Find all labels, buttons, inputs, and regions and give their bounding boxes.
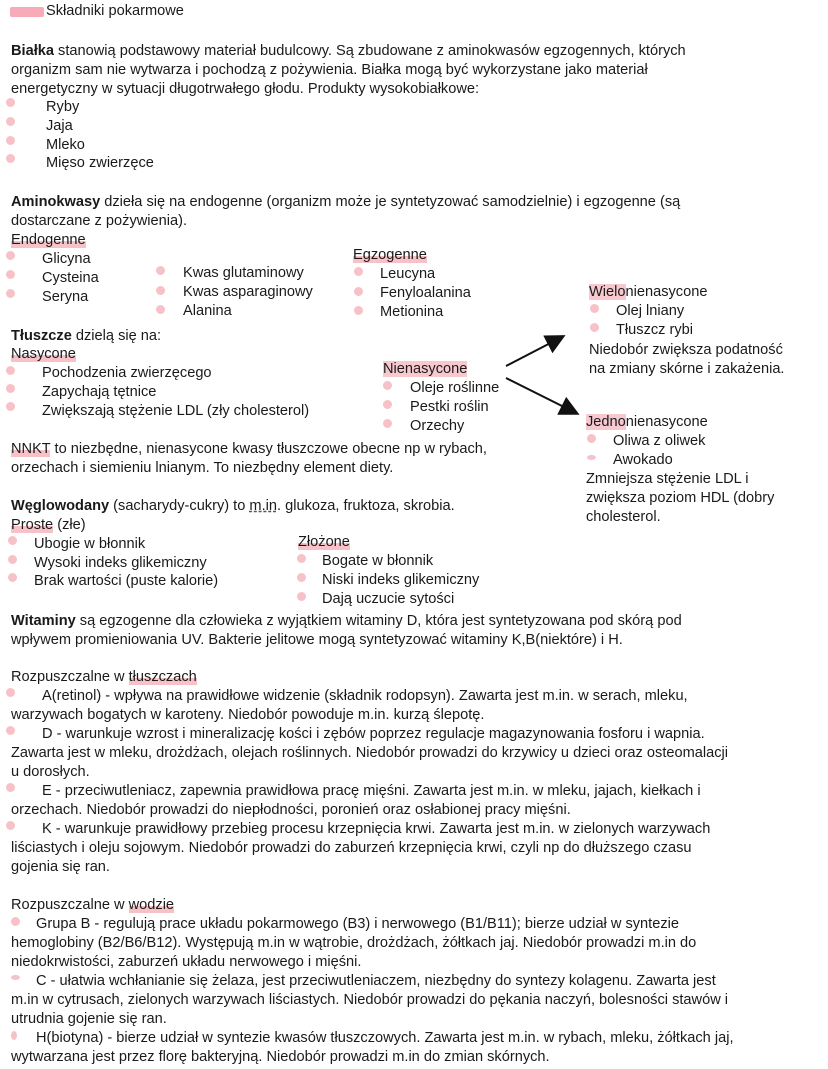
- list-item: Tłuszcz rybi: [616, 322, 694, 338]
- arrow-to-polyunsaturated-icon: [506, 337, 562, 366]
- proteins-line-2: organizm sam nie wytwarza i pochodzą z pożywienia. Białka mogą być wykorzystane jako materiał: [11, 62, 648, 78]
- list-item: Awokado: [613, 452, 673, 468]
- list-item: Pochodzenia zwierzęcego: [42, 365, 212, 381]
- bullet-icon: [6, 384, 15, 393]
- bullet-icon: [156, 266, 165, 275]
- amino-line-1: Aminokwasy dzieła się na endogenne (organizm może je syntetyzować samodzielnie) i egzogenne (są: [11, 194, 681, 210]
- list-item: Orzechy: [410, 418, 465, 434]
- vitamin-b-line-1: Grupa B - regulują prace układu pokarmowego (B3) i nerwowego (B1/B11); bierze udział w syntezie: [36, 916, 679, 932]
- mono-note-3: cholesterol.: [586, 509, 661, 525]
- mono-note-2: zwiększa poziom HDL (dobry: [586, 490, 775, 506]
- list-item: Oleje roślinne: [410, 380, 500, 396]
- bullet-icon: [383, 419, 392, 428]
- list-item: Ubogie w błonnik: [34, 536, 146, 552]
- bullet-icon: [590, 323, 599, 332]
- poly-note-1: Niedobór zwiększa podatność: [589, 342, 783, 358]
- proteins-line-1: Białka stanowią podstawowy materiał budulcowy. Są zbudowane z aminokwasów egzogennych, których: [11, 43, 686, 59]
- list-item: Niski indeks glikemiczny: [322, 572, 480, 588]
- vitamin-a-line-1: A(retinol) - wpływa na prawidłowe widzenie (składnik rodopsyn). Zawarta jest m.in. w serach, mleku,: [42, 688, 688, 704]
- vitamin-b-line-3: niedokrwistości, zaburzeń układu nerwowego i mięśni.: [11, 954, 362, 970]
- bullet-icon: [6, 251, 15, 260]
- list-item: Zapychają tętnice: [42, 384, 157, 400]
- list-item: Glicyna: [42, 251, 91, 267]
- title-marker: [10, 7, 44, 17]
- bullet-icon: [11, 917, 20, 926]
- exogenous-label: Egzogenne: [353, 247, 427, 263]
- nnkt-line-2: orzechach i siemieniu lnianym. To niezbędny element diety.: [11, 460, 394, 476]
- bullet-icon: [297, 554, 306, 563]
- bullet-icon: [6, 366, 15, 375]
- bullet-icon: [6, 726, 15, 735]
- fat-soluble-heading: Rozpuszczalne w tłuszczach: [11, 669, 197, 685]
- list-item: Mięso zwierzęce: [46, 155, 154, 171]
- bullet-icon: [6, 98, 15, 107]
- bullet-icon: [156, 286, 165, 295]
- unsaturated-label: Nienasycone: [383, 361, 468, 377]
- vitamin-d-line-2: Zawarta jest w mleku, drożdżach, olejach roślinnych. Niedobór prowadzi do krzywicy u dzieci oraz osteomalacji: [11, 745, 729, 761]
- vitamin-c-line-2: m.in w cytrusach, zielonych warzywach liściastych. Niedobór prowadzi do pękania naczyń, bolesności stawów i: [11, 992, 729, 1008]
- bullet-icon: [6, 136, 15, 145]
- nnkt-term: NNKT: [11, 441, 51, 457]
- bullet-icon: [8, 573, 17, 582]
- bullet-icon: [6, 270, 15, 279]
- bullet-icon: [383, 400, 392, 409]
- list-item: Dają uczucie sytości: [322, 591, 455, 607]
- carbs-line: Węglowodany (sacharydy-cukry) to m.in. glukoza, fruktoza, skrobia.: [11, 498, 455, 514]
- bullet-icon: [6, 117, 15, 126]
- monounsaturated-label: Jednonienasycone: [586, 414, 708, 430]
- vitamins-line-2: wpływem promieniowania UV. Bakterie jelitowe mogą syntetyzować witaminy K,B(niektóre) i H.: [11, 632, 623, 648]
- list-item: Kwas glutaminowy: [183, 265, 304, 281]
- list-item: Jaja: [46, 118, 73, 134]
- bullet-icon: [6, 783, 15, 792]
- bullet-icon: [297, 573, 306, 582]
- endogenous-label: Endogenne: [11, 232, 86, 248]
- vitamin-k-line-2: liściastych i oleju sojowym. Niedobór prowadzi do zaburzeń krzepnięcia krwi, czyli np do dłuższego czasu: [11, 840, 692, 856]
- bullet-icon: [297, 592, 306, 601]
- list-item: Seryna: [42, 289, 89, 305]
- bullet-icon: [6, 821, 15, 830]
- poly-note-2: na zmiany skórne i zakażenia.: [589, 361, 785, 377]
- amino-line-2: dostarczane z pożywienia).: [11, 213, 188, 229]
- bullet-icon: [6, 289, 15, 298]
- list-item: Pestki roślin: [410, 399, 489, 415]
- list-item: Ryby: [46, 99, 80, 115]
- vitamin-e-line-2: orzechach. Niedobór prowadzi do niepłodności, poronień oraz osłabionej pracy mięśni.: [11, 802, 571, 818]
- bullet-icon: [383, 381, 392, 390]
- vitamin-k-line-1: K - warunkuje prawidłowy przebieg procesu krzepnięcia krwi. Zawarta jest m.in. w zielonych warzywach: [42, 821, 711, 837]
- list-item: Bogate w błonnik: [322, 553, 434, 569]
- vitamin-b-line-2: hemoglobiny (B2/B6/B12). Występują m.in w wątrobie, drożdżach, żółtkach jaj. Niedobór prowadzi m.in do: [11, 935, 697, 951]
- vitamin-d-line-3: u dorosłych.: [11, 764, 90, 780]
- list-item: Fenyloalanina: [380, 285, 471, 301]
- vitamin-c-line-3: utrudnia gojenie się ran.: [11, 1011, 167, 1027]
- carbs-term: Węglowodany: [11, 498, 110, 514]
- bullet-icon: [590, 304, 599, 313]
- nnkt-line-1: NNKT to niezbędne, nienasycone kwasy tłuszczowe obecne np w rybach,: [11, 441, 487, 457]
- vitamin-c-line-1: C - ułatwia wchłanianie się żelaza, jest przeciwutleniaczem, niezbędny do syntezy kolagenu. Zawarta jest: [36, 973, 716, 989]
- fats-line: Tłuszcze dzielą się na:: [11, 328, 162, 344]
- bullet-icon: [6, 402, 15, 411]
- bullet-icon: [8, 536, 17, 545]
- bullet-icon: [6, 688, 15, 697]
- arrow-to-monounsaturated-icon: [506, 378, 576, 413]
- bullet-icon: [587, 434, 596, 443]
- bullet-icon: [587, 455, 596, 460]
- vitamin-d-line-1: D - warunkuje wzrost i mineralizację kości i zębów poprzez regulacje magazynowania fosforu i wapnia.: [42, 726, 705, 742]
- bullet-icon: [156, 305, 165, 314]
- list-item: Kwas asparaginowy: [183, 284, 313, 300]
- amino-term: Aminokwasy: [11, 194, 101, 210]
- list-item: Alanina: [183, 303, 232, 319]
- proteins-term: Białka: [11, 43, 54, 59]
- vitamin-a-line-2: warzywach bogatych w karoteny. Niedobór powoduje m.in. kurzą ślepotę.: [11, 707, 485, 723]
- complex-label: Złożone: [298, 534, 350, 550]
- list-item: Leucyna: [380, 266, 436, 282]
- vitamin-h-line-2: wytwarzana jest przez florę bakteryjną. Niedobór prowadzi m.in do zmian skórnych.: [11, 1049, 550, 1065]
- list-item: Wysoki indeks glikemiczny: [34, 555, 207, 571]
- list-item: Zwiększają stężenie LDL (zły cholesterol): [42, 403, 310, 419]
- bullet-icon: [354, 287, 363, 296]
- vitamin-e-line-1: E - przeciwutleniacz, zapewnia prawidłowa pracę mięśni. Zawarta jest m.in. w mleku, jajach, kiełkach i: [42, 783, 701, 799]
- saturated-label: Nasycone: [11, 346, 76, 362]
- list-item: Mleko: [46, 137, 85, 153]
- proteins-line-3: energetyczny w sytuacji długotrwałego głodu. Produkty wysokobiałkowe:: [11, 81, 480, 97]
- list-item: Olej lniany: [616, 303, 685, 319]
- vitamins-term: Witaminy: [11, 613, 76, 629]
- polyunsaturated-label: Wielonienasycone: [589, 284, 708, 300]
- vitamin-h-line-1: H(biotyna) - bierze udział w syntezie kwasów tłuszczowych. Zawarta jest m.in. w rybach, mleku, żółtkach jaj,: [36, 1030, 734, 1046]
- list-item: Metionina: [380, 304, 444, 320]
- bullet-icon: [6, 154, 15, 163]
- simple-label: Proste (złe): [11, 517, 86, 533]
- bullet-icon: [8, 555, 17, 564]
- bullet-icon: [354, 306, 363, 315]
- list-item: Brak wartości (puste kalorie): [34, 573, 219, 589]
- bullet-icon: [354, 267, 363, 276]
- page-title: Składniki pokarmowe: [46, 3, 184, 19]
- water-soluble-heading: Rozpuszczalne w wodzie: [11, 897, 175, 913]
- mono-note-1: Zmniejsza stężenie LDL i: [586, 471, 749, 487]
- list-item: Oliwa z oliwek: [613, 433, 706, 449]
- fats-term: Tłuszcze: [11, 328, 72, 344]
- bullet-icon: [11, 1031, 17, 1040]
- vitamin-k-line-3: gojenia się ran.: [11, 859, 110, 875]
- vitamins-line-1: Witaminy są egzogenne dla człowieka z wyjątkiem witaminy D, która jest syntetyzowana pod skórą pod: [11, 613, 682, 629]
- list-item: Cysteina: [42, 270, 99, 286]
- bullet-icon: [11, 975, 20, 980]
